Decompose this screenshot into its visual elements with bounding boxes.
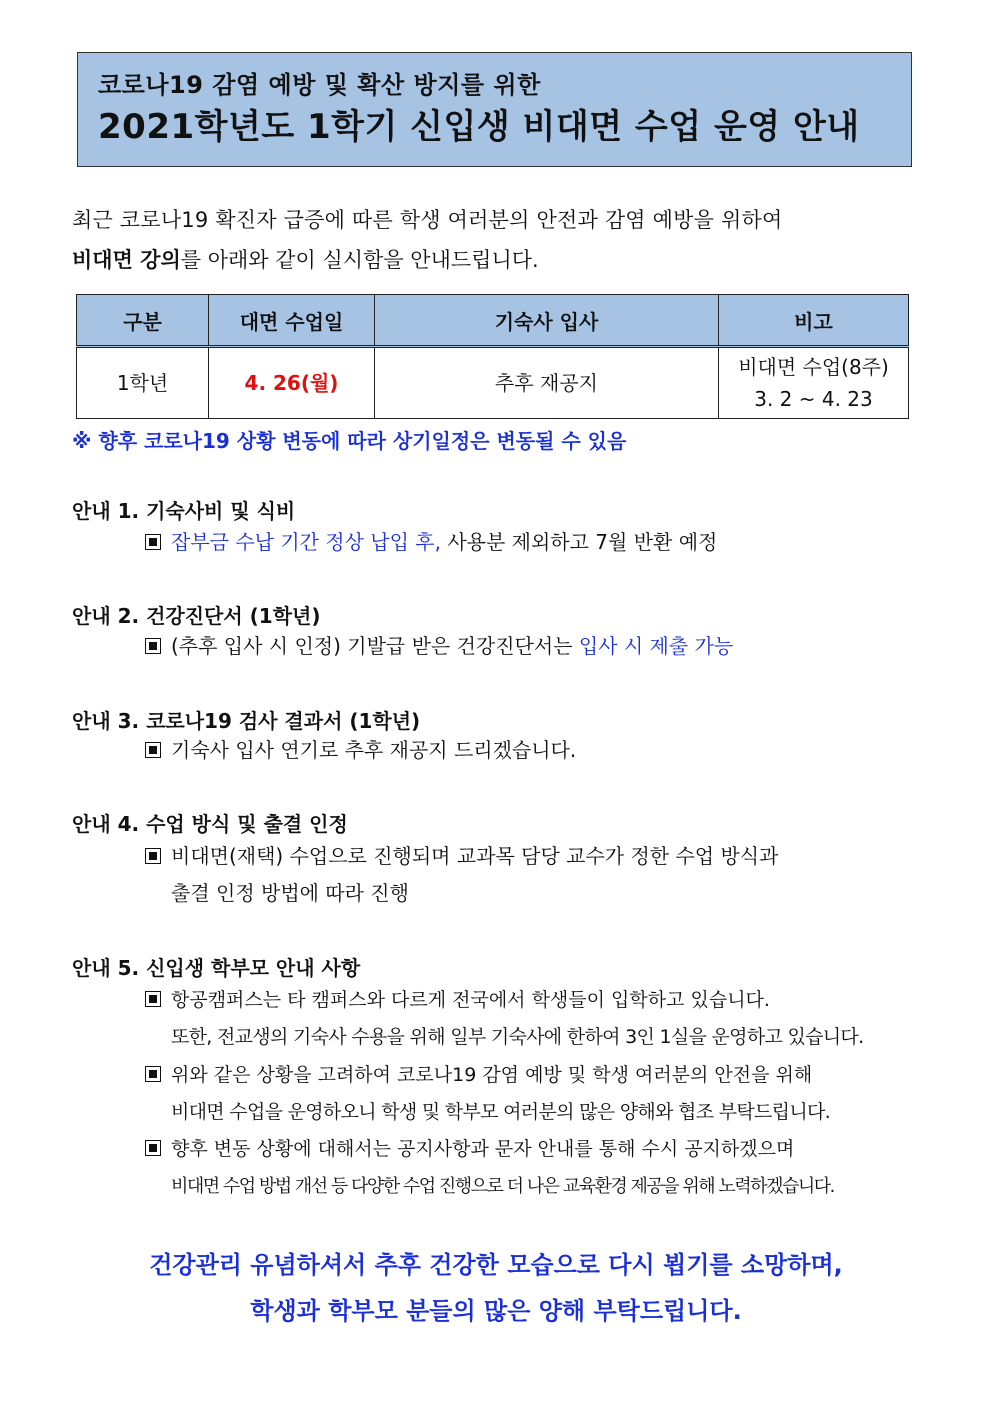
table-header-row [77, 295, 909, 347]
header-dorm: 기숙사 입사 [375, 295, 719, 347]
item-text-continued: 비대면 수업 방법 개선 등 다양한 수업 진행으로 더 나은 교육환경 제공을 위해 노력하겠습니다. [171, 1176, 834, 1197]
section-3-item [145, 732, 576, 769]
header-category: 구분 [77, 295, 209, 347]
section-heading-2: 안내 2. 건강진단서 (1학년) [72, 604, 321, 628]
item-text-continued: 출결 인정 방법에 따라 진행 [171, 881, 409, 905]
section-2-item [145, 628, 733, 665]
intro-line-1: 최근 코로나19 확진자 급증에 따른 학생 여러분의 안전과 감염 예방을 위하여 [72, 208, 783, 232]
bullet-square-icon [145, 638, 161, 654]
bullet-square-icon [145, 1140, 161, 1156]
section-5-item-3 [145, 1131, 834, 1205]
remarks-line-1: 비대면 수업(8주) [738, 355, 889, 379]
intro-line-2 [72, 240, 922, 280]
closing-line-2: 학생과 학부모 분들의 많은 양해 부탁드립니다. [250, 1297, 742, 1325]
schedule-note: ※ 향후 코로나19 상황 변동에 따라 상기일정은 변동될 수 있음 [72, 429, 627, 453]
section-5-item-1 [145, 982, 863, 1056]
bullet-square-icon [145, 991, 161, 1007]
item-highlight: 잡부금 수납 기간 정상 납입 후, [171, 530, 441, 554]
cell-grade: 1학년 [77, 347, 209, 419]
item-text-continued: 비대면 수업을 운영하오니 학생 및 학부모 여러분의 많은 양해와 협조 부탁드립니다. [171, 1101, 830, 1123]
section-heading-5: 안내 5. 신입생 학부모 안내 사항 [72, 956, 361, 980]
section-heading-4: 안내 4. 수업 방식 및 출결 인정 [72, 812, 348, 836]
item-text: 사용분 제외하고 7월 반환 예정 [440, 530, 718, 554]
closing-line-1: 건강관리 유념하셔서 추후 건강한 모습으로 다시 뵙기를 소망하며, [149, 1251, 843, 1279]
remarks-line-2: 3. 2 ~ 4. 23 [754, 387, 873, 411]
schedule-table [76, 294, 909, 419]
header-class-date: 대면 수업일 [209, 295, 375, 347]
section-5-item-2 [145, 1057, 830, 1131]
item-text: 비대면(재택) 수업으로 진행되며 교과목 담당 교수가 정한 수업 방식과 [171, 844, 779, 868]
cell-class-date: 4. 26(월) [209, 347, 375, 419]
section-4-item [145, 838, 778, 912]
item-text: 위와 같은 상황을 고려하여 코로나19 감염 예방 및 학생 여러분의 안전을 위해 [171, 1064, 813, 1086]
closing-message [0, 1242, 992, 1334]
bullet-square-icon [145, 742, 161, 758]
section-heading-3: 안내 3. 코로나19 검사 결과서 (1학년) [72, 709, 421, 733]
section-1-item [145, 524, 717, 561]
bullet-square-icon [145, 534, 161, 550]
item-highlight: 입사 시 제출 가능 [578, 634, 734, 658]
item-text: 향후 변동 상황에 대해서는 공지사항과 문자 안내를 통해 수시 공지하겠으며 [171, 1138, 795, 1160]
item-text: (추후 입사 시 인정) 기발급 받은 건강진단서는 [171, 634, 579, 658]
header-remarks: 비고 [719, 295, 909, 347]
intro-bold: 비대면 강의 [72, 248, 181, 272]
item-text: 항공캠퍼스는 타 캠퍼스와 다르게 전국에서 학생들이 입학하고 있습니다. [171, 989, 770, 1011]
bullet-square-icon [145, 1066, 161, 1082]
item-text-continued: 또한, 전교생의 기숙사 수용을 위해 일부 기숙사에 한하여 3인 1실을 운영하고 있습니다. [171, 1026, 864, 1048]
table-row [77, 347, 909, 419]
cell-dorm: 추후 재공지 [375, 347, 719, 419]
title-box [77, 52, 912, 167]
section-heading-1: 안내 1. 기숙사비 및 식비 [72, 499, 296, 523]
cell-remarks [719, 347, 909, 419]
item-text: 기숙사 입사 연기로 추후 재공지 드리겠습니다. [171, 738, 577, 762]
bullet-square-icon [145, 848, 161, 864]
title-subtitle: 코로나19 감염 예방 및 확산 방지를 위한 [98, 71, 541, 99]
intro-rest: 를 아래와 같이 실시함을 안내드립니다. [180, 248, 539, 272]
intro-paragraph [72, 200, 922, 280]
page-title: 2021학년도 1학기 신입생 비대면 수업 운영 안내 [98, 107, 860, 147]
